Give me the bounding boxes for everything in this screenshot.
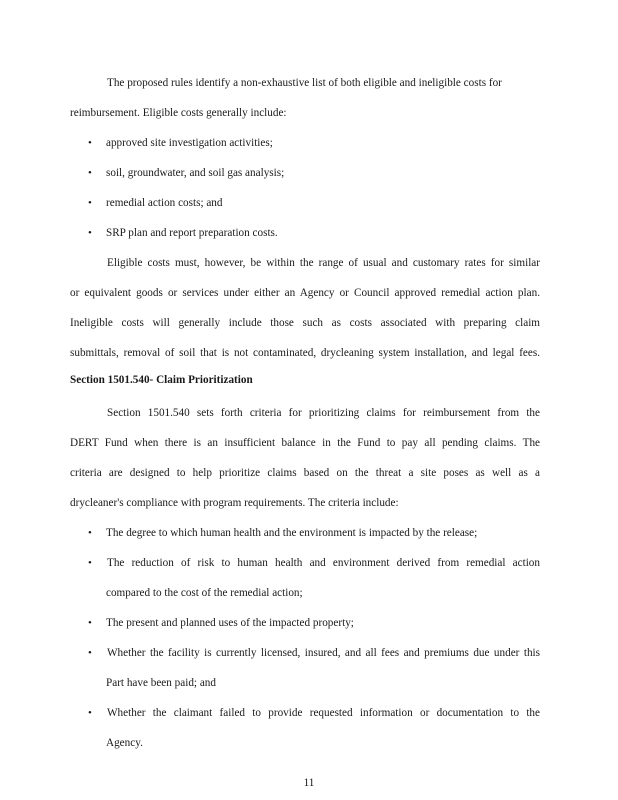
eligible-cost-item: soil, groundwater, and soil gas analysis; <box>106 167 285 179</box>
bullet-icon: • <box>88 557 92 569</box>
bullet-icon: • <box>88 707 92 719</box>
intro-line-1: The proposed rules identify a non-exhaustive list of both eligible and ineligible costs for <box>107 77 502 89</box>
section-line-2: DERT Fund when there is an insufficient balance in the Fund to pay all pending claims. The <box>70 437 540 449</box>
criteria-item: The degree to which human health and the environment is impacted by the release; <box>106 527 478 539</box>
criteria-item: The reduction of risk to human health and environment derived from remedial action <box>107 557 540 569</box>
criteria-item-continued: compared to the cost of the remedial action; <box>106 587 303 599</box>
section-line-3: criteria are designed to help prioritize claims based on the threat a site poses as well as a <box>70 467 540 479</box>
criteria-item: Whether the facility is currently licensed, insured, and all fees and premiums due under this <box>107 647 540 659</box>
rates-line-4: submittals, removal of soil that is not contaminated, drycleaning system installation, and legal fees. <box>70 347 540 359</box>
bullet-icon: • <box>88 527 92 539</box>
eligible-cost-item: SRP plan and report preparation costs. <box>106 227 278 239</box>
rates-line-3: Ineligible costs will generally include those such as costs associated with preparing claim <box>70 317 540 329</box>
bullet-icon: • <box>88 197 92 209</box>
criteria-item-continued: Part have been paid; and <box>106 677 216 689</box>
criteria-item: The present and planned uses of the impacted property; <box>106 617 354 629</box>
rates-line-2: or equivalent goods or services under either an Agency or Council approved remedial action plan. <box>70 287 540 299</box>
bullet-icon: • <box>88 137 92 149</box>
section-heading: Section 1501.540- Claim Prioritization <box>70 374 253 386</box>
section-line-4: drycleaner's compliance with program requirements. The criteria include: <box>70 497 399 509</box>
bullet-icon: • <box>88 647 92 659</box>
bullet-icon: • <box>88 617 92 629</box>
eligible-cost-item: remedial action costs; and <box>106 197 223 209</box>
bullet-icon: • <box>88 227 92 239</box>
bullet-icon: • <box>88 167 92 179</box>
eligible-cost-item: approved site investigation activities; <box>106 137 273 149</box>
criteria-item-continued: Agency. <box>106 737 143 749</box>
page-number: 11 <box>303 777 315 789</box>
rates-line-1: Eligible costs must, however, be within the range of usual and customary rates for similar <box>107 257 540 269</box>
section-line-1: Section 1501.540 sets forth criteria for prioritizing claims for reimbursement from the <box>107 407 540 419</box>
intro-line-2: reimbursement. Eligible costs generally include: <box>70 107 287 119</box>
criteria-item: Whether the claimant failed to provide requested information or documentation to the <box>107 707 540 719</box>
